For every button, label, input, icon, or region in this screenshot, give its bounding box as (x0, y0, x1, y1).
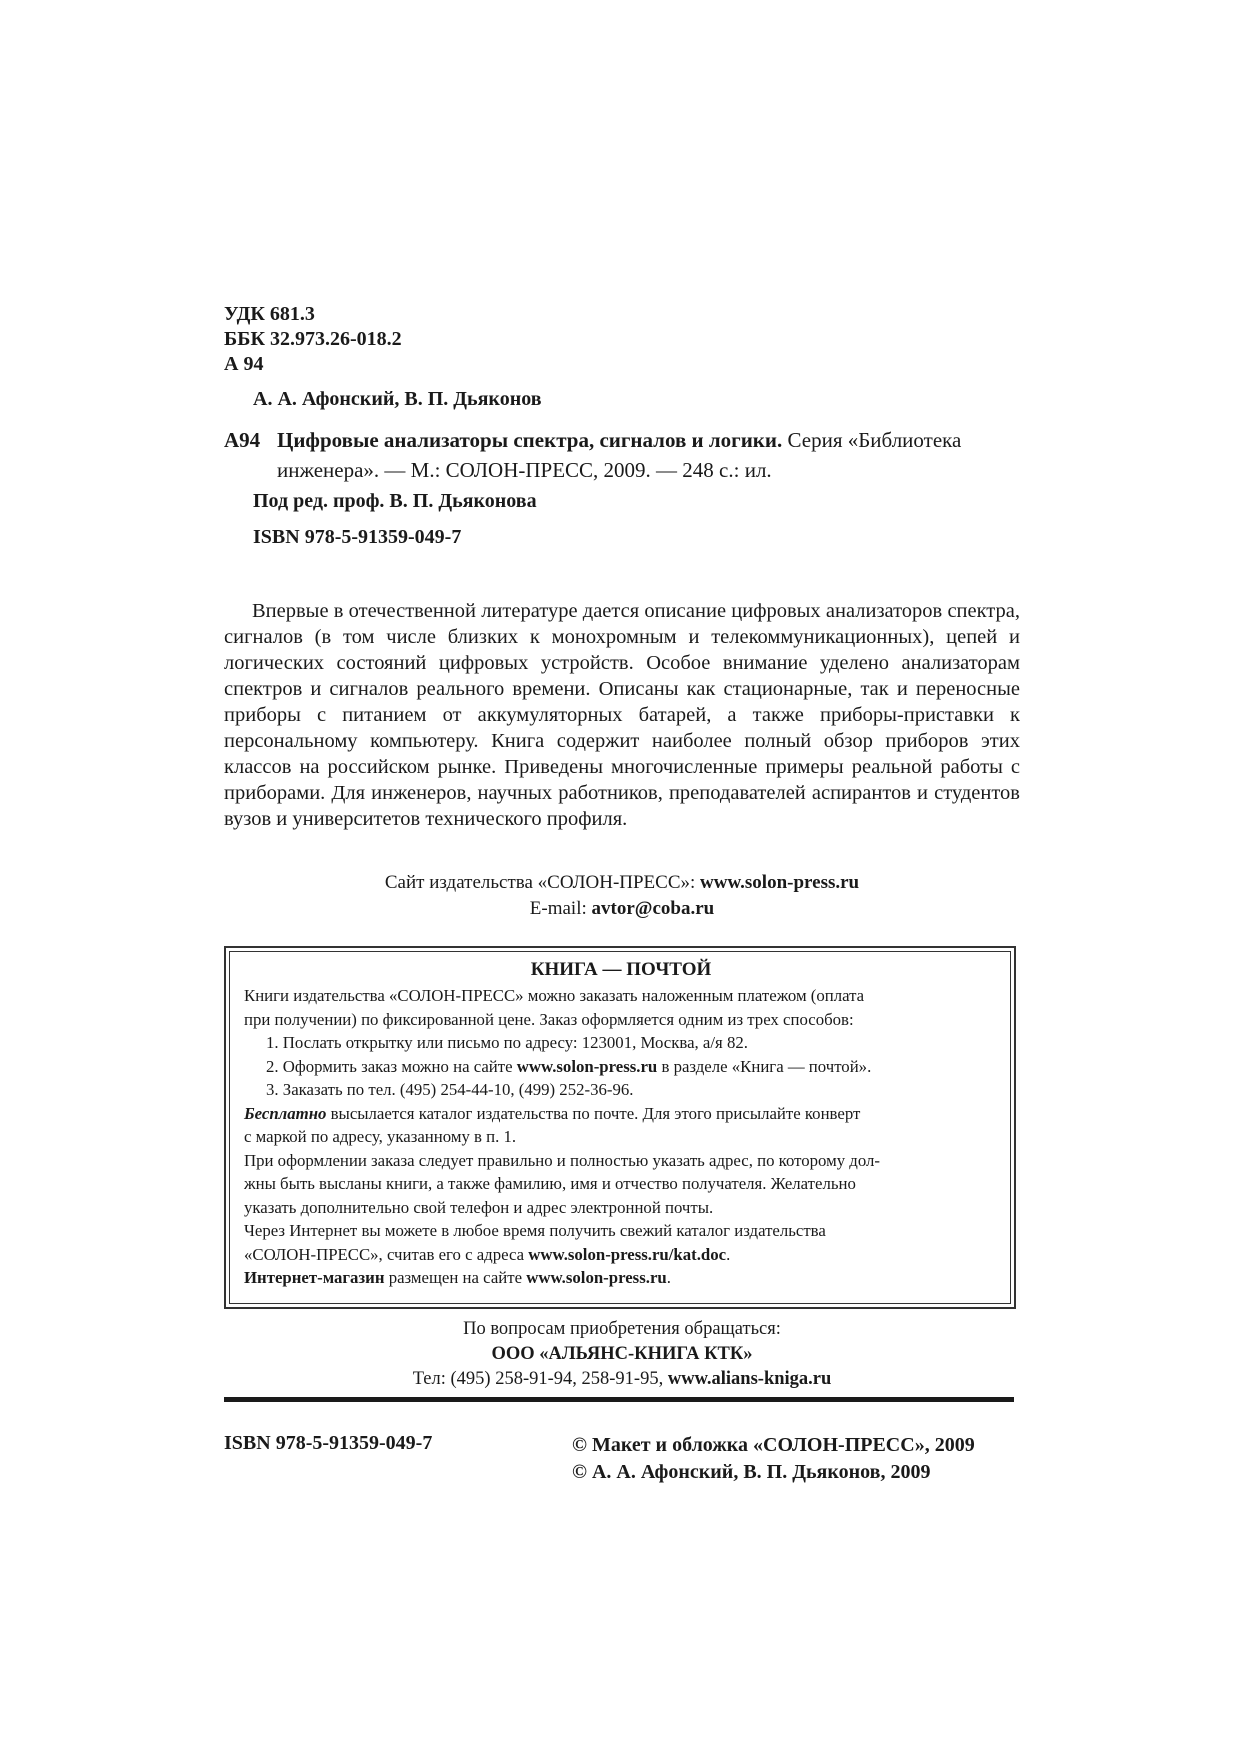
author-mark: А 94 (224, 353, 264, 375)
classification-codes (224, 302, 402, 377)
mailorder-item-2 (266, 1055, 998, 1079)
contacts-heading: По вопросам приобретения обращаться: (463, 1319, 781, 1339)
copyright-layout: © Макет и обложка «СОЛОН-ПРЕСС», 2009 (572, 1434, 975, 1456)
authors: А. А. Афонский, В. П. Дьяконов (253, 388, 542, 410)
free-catalog-note (244, 1102, 998, 1149)
item2-pre: 2. Оформить заказ можно на сайте (266, 1056, 517, 1076)
distributor-phone: Тел: (495) 258-91-94, 258-91-95, (412, 1369, 668, 1389)
entry-tag: А94 (224, 428, 261, 452)
mailorder-item-3: 3. Заказать по тел. (495) 254-44-10, (499) 252-36-96. (266, 1080, 634, 1099)
order-line2: жны быть высланы книги, а также фамилию, имя и отчество получателя. Желательно (244, 1174, 856, 1193)
item2-url[interactable]: www.solon-press.ru (516, 1056, 658, 1076)
order-line3: указать дополнительно свой телефон и адрес электронной почты. (244, 1197, 714, 1217)
entry-series: Серия «Библиотека (782, 428, 962, 452)
mailorder-title: КНИГА — ПОЧТОЙ (530, 959, 712, 980)
catalog-line2-pre: «СОЛОН-ПРЕСС», считав его с адреса (244, 1244, 529, 1264)
mailorder-box-inner (229, 951, 1011, 1304)
free-word: Бесплатно (244, 1103, 327, 1123)
site-label: Сайт издательства «СОЛОН-ПРЕСС»: (384, 872, 701, 893)
copyright-authors: © А. А. Афонский, В. П. Дьяконов, 2009 (572, 1461, 931, 1483)
isbn-top: ISBN 978-5-91359-049-7 (253, 526, 462, 548)
shop-end: . (666, 1268, 671, 1287)
editor-line: Под ред. проф. В. П. Дьяконова (253, 490, 537, 512)
email-address[interactable]: avtor@coba.ru (591, 898, 715, 919)
email-label: E-mail: (529, 898, 592, 919)
shop-text: размещен на сайте (384, 1268, 527, 1287)
mailorder-item-1: 1. Послать открытку или письмо по адресу: 123001, Москва, а/я 82. (266, 1033, 748, 1052)
shop-url[interactable]: www.solon-press.ru (526, 1268, 667, 1287)
distributor-name: ООО «АЛЬЯНС-КНИГА КТК» (491, 1344, 753, 1364)
free-line2: с маркой по адресу, указанному в п. 1. (244, 1127, 517, 1146)
entry-imprint: инженера». — М.: СОЛОН-ПРЕСС, 2009. — 248 с.: ил. (277, 458, 772, 482)
mailorder-intro (244, 984, 998, 1031)
catalog-line2-post: . (726, 1244, 731, 1264)
isbn-bottom: ISBN 978-5-91359-049-7 (224, 1432, 433, 1454)
catalog-note (244, 1219, 998, 1266)
separator-rule (224, 1397, 1014, 1402)
mailorder-box (224, 946, 1016, 1309)
distributor-url[interactable]: www.alians-kniga.ru (667, 1369, 832, 1389)
abstract: Впервые в отечественной литературе дается описание цифровых анализаторов спектра, сигналов (в том числе близких к монохромным и телекоммуникационных), цепей и логических состояний цифровых устройств. Особое внимание уделено анализаторам спектров и сигналов реального времени. Описаны как стационарные, так и переносные приборы с питанием от аккумуляторных батарей, а также приборы-приставки к персональному компьютеру. Книга содержит наиболее полный обзор приборов этих классов на российском рынке. Приведены многочисленные примеры реальной работы с приборами. Для инженеров, научных работников, преподавателей аспирантов и студентов вузов и университетов технического профиля. (224, 600, 1020, 830)
entry-text (277, 425, 1014, 485)
free-line1: высылается каталог издательства по почте. Для этого присылайте конверт (326, 1103, 861, 1123)
bibliographic-entry (224, 425, 1014, 485)
shop-label: Интернет-магазин (244, 1268, 385, 1287)
publisher-site-block (224, 870, 1020, 922)
distributor-contacts (224, 1317, 1020, 1392)
order-instructions (244, 1149, 998, 1220)
online-shop-note (244, 1266, 998, 1290)
copyright-block (572, 1432, 975, 1486)
catalog-url[interactable]: www.solon-press.ru/kat.doc (528, 1244, 727, 1264)
mailorder-intro-line1: Книги издательства «СОЛОН-ПРЕСС» можно заказать наложенным платежом (оплата (244, 986, 865, 1005)
mailorder-intro-line2: при получении) по фиксированной цене. Заказ оформляется одним из трех способов: (244, 1009, 854, 1029)
catalog-line1: Через Интернет вы можете в любое время получить свежий каталог издательства (244, 1221, 826, 1240)
bbk-code: ББК 32.973.26-018.2 (224, 328, 402, 350)
udk-code: УДК 681.3 (224, 303, 315, 325)
order-line1: При оформлении заказа следует правильно и полностью указать адрес, по которому дол- (244, 1150, 880, 1170)
site-url[interactable]: www.solon-press.ru (700, 872, 860, 893)
book-title: Цифровые анализаторы спектра, сигналов и логики. (277, 428, 783, 452)
item2-post: в разделе «Книга — почтой». (657, 1056, 872, 1076)
